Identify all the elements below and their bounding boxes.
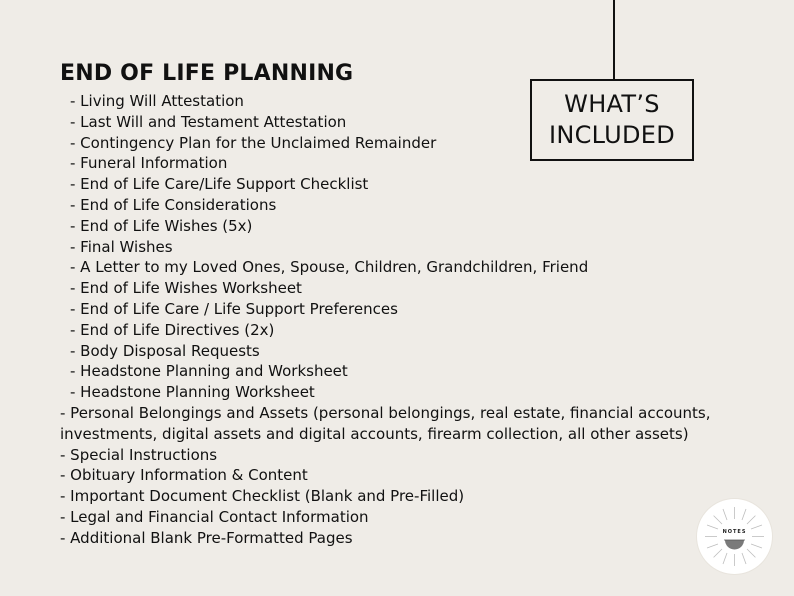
list-item-blank-pages: - Additional Blank Pre-Formatted Pages xyxy=(60,528,353,547)
list-item-care-preferences: - End of Life Care / Life Support Preferences xyxy=(70,299,398,318)
whats-included-label: WHAT’S INCLUDED xyxy=(548,90,676,149)
list-item-headstone-worksheet: - Headstone Planning Worksheet xyxy=(70,383,315,402)
list-item-wishes-worksheet: - End of Life Wishes Worksheet xyxy=(70,279,302,298)
list-item-considerations: - End of Life Considerations xyxy=(70,195,277,214)
list-item-directives: - End of Life Directives (2x) xyxy=(70,320,275,339)
sunburst-icon xyxy=(703,505,766,568)
notes-label: NOTES xyxy=(722,529,747,535)
list-item-letter: - A Letter to my Loved Ones, Spouse, Children, Grandchildren, Friend xyxy=(70,258,589,277)
list-item-funeral-information: - Funeral Information xyxy=(70,154,228,173)
list-item-body-disposal: - Body Disposal Requests xyxy=(70,341,260,360)
list-item-obituary: - Obituary Information & Content xyxy=(60,466,308,485)
page-title: END OF LIFE PLANNING xyxy=(60,61,354,86)
list-item-final-wishes: - Final Wishes xyxy=(70,237,173,256)
notes-logo-badge xyxy=(697,499,772,574)
list-item-contingency-plan: - Contingency Plan for the Unclaimed Remainder xyxy=(70,133,437,152)
list-item-living-will: - Living Will Attestation xyxy=(70,92,244,110)
hanging-line xyxy=(613,0,615,79)
list-item-care-checklist: - End of Life Care/Life Support Checklist xyxy=(70,175,369,194)
included-items-list xyxy=(60,91,790,549)
list-item-document-checklist: - Important Document Checklist (Blank and Pre-Filled) xyxy=(60,487,465,506)
list-item-contact-information: - Legal and Financial Contact Information xyxy=(60,507,369,526)
list-item-last-will: - Last Will and Testament Attestation xyxy=(70,112,347,131)
list-item-headstone-planning-and-worksheet: - Headstone Planning and Worksheet xyxy=(70,362,348,381)
list-item-wishes: - End of Life Wishes (5x) xyxy=(70,216,253,235)
list-item-special-instructions: - Special Instructions xyxy=(60,445,218,464)
list-item-belongings-assets: - Personal Belongings and Assets (personal belongings, real estate, financial accounts, investments, digital assets and digital accounts, firearm collection, all other assets) xyxy=(60,403,711,443)
